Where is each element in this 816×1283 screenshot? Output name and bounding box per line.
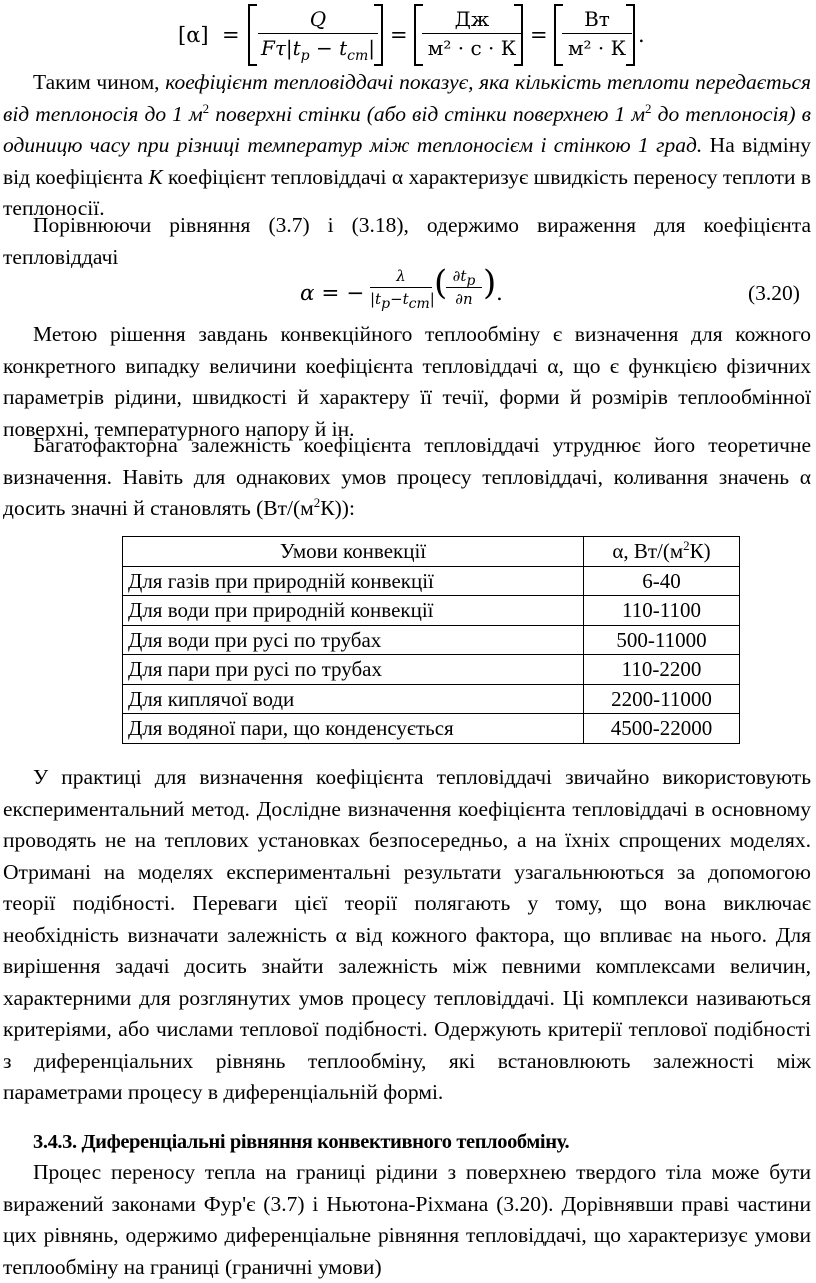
heat-transfer-table [122, 536, 740, 744]
paragraph-experimental: У практиці для визначення коефіцієнта тепловіддачі звичайно використовують експериментальний метод. Дослідне визначення коефіцієнта тепловіддачі в основному проводять не на теплових установках безпосередньо, а на їхніх спрощених моделях. Отримані на моделях експериментальні результати узагальнюються за допомогою теорії подібності. Переваги цієї теорії полягають у тому, що вона виключає необхідність визначати залежність α від кожного фактора, що впливає на нього. Для вирішення задачі досить знайти залежність між певними комплексами величин, характерними для розглянутих умов процесу тепловіддачі. Ці комплекси називаються критеріями, або числами теплової подібності. Одержують критерії теплової подібності з диференціальних рівнянь теплообміну, які встановлюють залежності між параметрами процесу в диференціальній формі. [3, 765, 811, 1104]
table-row [123, 625, 740, 655]
equation-period: . [496, 281, 503, 306]
units-formula [178, 2, 658, 66]
formula-period: . [638, 23, 645, 47]
equation-number: (3.20) [748, 281, 800, 305]
table-cell-condition: Для киплячої води [123, 684, 584, 714]
paragraph-comparison: Порівнюючи рівняння (3.7) і (3.18), одержимо вираження для коефіцієнта тепловіддачі [3, 213, 811, 269]
formula-lhs: [α] [178, 23, 209, 47]
equals-sign: = [222, 23, 240, 47]
table-cell-value: 110-2200 [584, 655, 740, 685]
table-cell-condition: Для води при природній конвекції [123, 596, 584, 626]
header-alpha: α, $Вт/(м^2К)$ [584, 537, 740, 567]
table-row [123, 714, 740, 744]
table-cell-value: 110-1100 [584, 596, 740, 626]
equation-lhs: α = − [300, 281, 365, 306]
table-row [123, 655, 740, 685]
fraction-watt: Вт м² · К [562, 6, 632, 61]
right-bracket [374, 4, 383, 66]
right-bracket [626, 4, 635, 66]
table-cell-value: 500-11000 [584, 625, 740, 655]
table-row [123, 596, 740, 626]
table-cell-condition: Для води при русі по трубах [123, 625, 584, 655]
table-cell-condition: Для газів при природній конвекції [123, 566, 584, 596]
table-cell-condition: Для пари при русі по трубах [123, 655, 584, 685]
table-cell-value: 2200-11000 [584, 684, 740, 714]
equation-3-20 [300, 263, 816, 322]
paragraph-multifactor: Багатофакторна залежність коефіцієнта тепловіддачі утруднює його теоретичне визначення. Навіть для однакових умов процесу тепловіддачі, коливання значень α досить значні й становлять $(Вт/(м^2К))$: [3, 433, 811, 520]
table-row [123, 566, 740, 596]
equals-sign: = [390, 23, 408, 47]
right-bracket [514, 4, 523, 66]
open-paren: ( [434, 263, 448, 303]
table-header-row [123, 537, 740, 567]
fraction-q: Q $F\tau|t_р - t_{ст}|$ [258, 6, 378, 61]
fraction-lambda: λ $|t_р-t_{ст}|$ [370, 267, 435, 312]
close-paren: ) [483, 263, 497, 303]
left-bracket [248, 4, 257, 66]
fraction-derivative: $\partial t_р$ ∂n [446, 266, 482, 309]
table-cell-value: 6-40 [584, 566, 740, 596]
paragraph-boundary: Процес переносу тепла на границі рідини з поверхнею твердого тіла може бути виражений законами Фур'є (3.7) і Ньютона-Ріхмана (3.20). Дорівнявши праві частини цих рівнянь, одержимо диференціальне рівняння тепловіддачі, що характеризує умови теплообміну на границі (граничні умови) [3, 1160, 811, 1279]
fraction-joule: Дж м² · с · К [422, 6, 522, 61]
table-cell-value: 4500-22000 [584, 714, 740, 744]
header-conditions: Умови конвекції [123, 537, 584, 567]
paragraph-purpose: Метою рішення завдань конвекційного теплообміну є визначення для кожного конкретного випадку величини коефіцієнта тепловіддачі α, що є функцією фізичних параметрів рідини, швидкості й характеру її течії, форми й розмірів теплообмінної поверхні, температурного напору й ін. [3, 322, 811, 441]
paragraph-definition: Таким чином, коефіцієнт тепловіддачі показує, яка кількість теплоти передається від теплоносія до 1 $м^2$ поверхні стінки (або від стінки поверхнею 1 $м^2$ до теплоносія) в одиницю часу при різниці температур між теплоносієм і стінкою 1 град. На відміну від коефіцієнта К коефіцієнт тепловіддачі α характеризує швидкість переносу теплоти в теплоносії. [3, 70, 812, 220]
table-row [123, 684, 740, 714]
equals-sign: = [530, 23, 548, 47]
section-heading: 3.4.3. Диференціальні рівняння конвективного теплообміну. [33, 1131, 570, 1153]
table-cell-condition: Для водяної пари, що конденсується [123, 714, 584, 744]
